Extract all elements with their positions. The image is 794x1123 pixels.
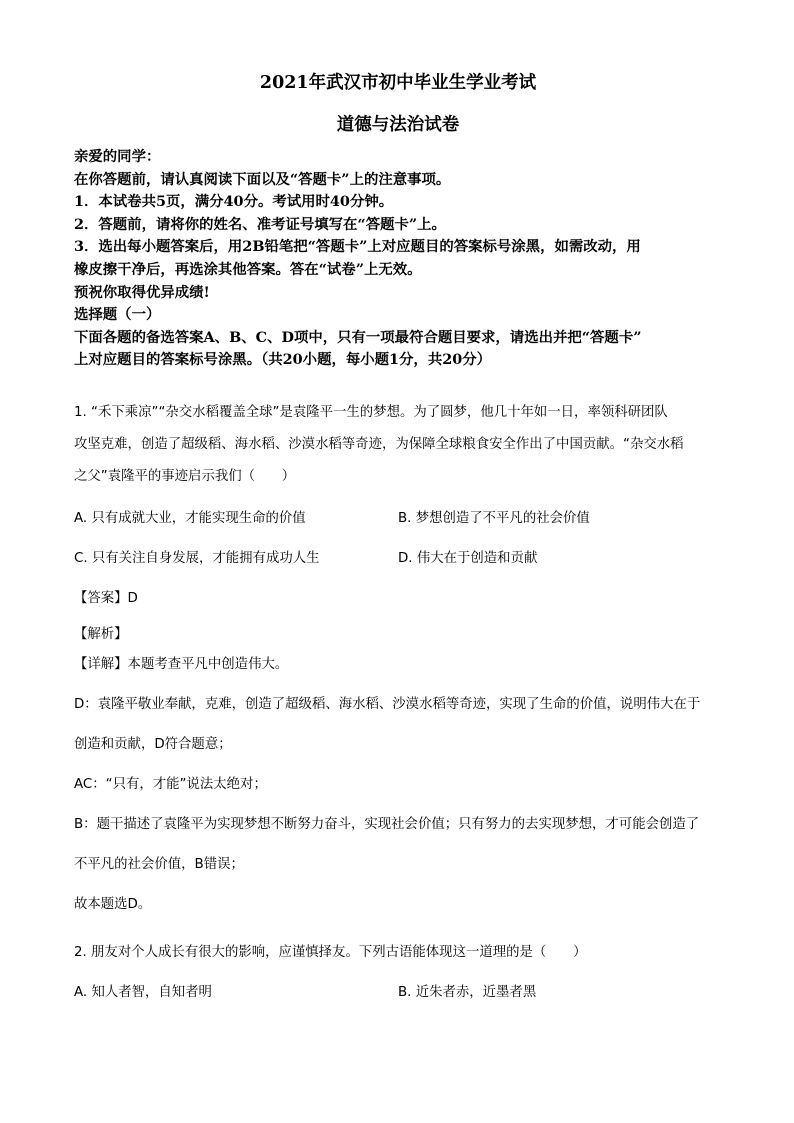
analysis-label: 【解析】 bbox=[74, 627, 128, 642]
analysis-line: B：题干描述了袁隆平为实现梦想不断努力奋斗，实现社会价值；只有努力的去实现梦想，才可能会创造了 bbox=[74, 817, 700, 832]
stem-line: 攻坚克难，创造了超级稻、海水稻、沙漠水稻等奇迹，为保障全球粮食安全作出了中国贡献。“杂交水稻 bbox=[74, 437, 684, 452]
instructions bbox=[74, 146, 722, 372]
option-b: B. 梦想创造了不平凡的社会价值 bbox=[398, 511, 590, 526]
analysis-line: AC：“只有，才能”说法太绝对； bbox=[74, 777, 267, 792]
option-c: C. 只有关注自身发展，才能拥有成功人生 bbox=[74, 551, 320, 566]
instruction-line: 在你答题前，请认真阅读下面以及“答题卡”上的注意事项。 bbox=[74, 170, 451, 188]
question-1-stem bbox=[74, 403, 722, 509]
option-a: A. 知人者智，自知者明 bbox=[74, 985, 212, 1000]
question-1 bbox=[74, 403, 722, 935]
question-2 bbox=[74, 943, 722, 1023]
analysis-line: 【详解】本题考查平凡中创造伟大。 bbox=[74, 657, 289, 672]
analysis-line: 故本题选D。 bbox=[74, 897, 152, 912]
instruction-line: 1．本试卷共5页，满分40分。考试用时40分钟。 bbox=[74, 193, 394, 211]
question-2-stem: 2. 朋友对个人成长有很大的影响，应谨慎择友。下列古语能体现这一道理的是（ ） bbox=[74, 945, 587, 960]
instruction-line: 3．选出每小题答案后，用2B铅笔把“答题卡”上对应题目的答案标号涂黑，如需改动，用 bbox=[74, 238, 641, 256]
option-b: B. 近朱者赤，近墨者黑 bbox=[398, 985, 537, 1000]
exam-subtitle: 道德与法治试卷 bbox=[336, 115, 460, 135]
option-a: A. 只有成就大业，才能实现生命的价值 bbox=[74, 511, 306, 526]
instruction-line: 上对应题目的答案标号涂黑。（共20小题，每小题1分，共20分） bbox=[74, 351, 492, 369]
analysis-line: 不平凡的社会价值，B错误； bbox=[74, 857, 244, 872]
stem-line: 之父”袁隆平的事迹启示我们（ ） bbox=[74, 469, 296, 484]
instruction-line: 亲爱的同学： bbox=[74, 148, 161, 165]
question-1-options bbox=[74, 509, 722, 589]
option-d: D. 伟大在于创造和贡献 bbox=[398, 551, 538, 566]
instruction-line: 2．答题前，请将你的姓名、准考证号填写在“答题卡”上。 bbox=[74, 215, 446, 233]
analysis-line: D：袁隆平敬业奉献，克难，创造了超级稻、海水稻、沙漠水稻等奇迹，实现了生命的价值，说明伟大在于 bbox=[74, 697, 701, 712]
section-heading: 选择题（一） bbox=[74, 306, 161, 324]
stem-line: 1. “禾下乘凉”“杂交水稻覆盖全球”是袁隆平一生的梦想。为了圆梦，他几十年如一日，率领科研团队 bbox=[74, 405, 668, 420]
exam-title: 2021年武汉市初中毕业生学业考试 bbox=[259, 73, 537, 93]
instruction-line: 橡皮擦干净后，再选涂其他答案。答在“试卷”上无效。 bbox=[74, 260, 422, 278]
question-2-options bbox=[74, 983, 722, 1023]
instruction-line: 预祝你取得优异成绩! bbox=[74, 283, 210, 301]
analysis-line: 创造和贡献，D符合题意； bbox=[74, 737, 232, 752]
instruction-line: 下面各题的备选答案A、B、C、D项中，只有一项最符合题目要求，请选出并把“答题卡” bbox=[74, 328, 642, 346]
answer-line: 【答案】D bbox=[74, 591, 138, 606]
